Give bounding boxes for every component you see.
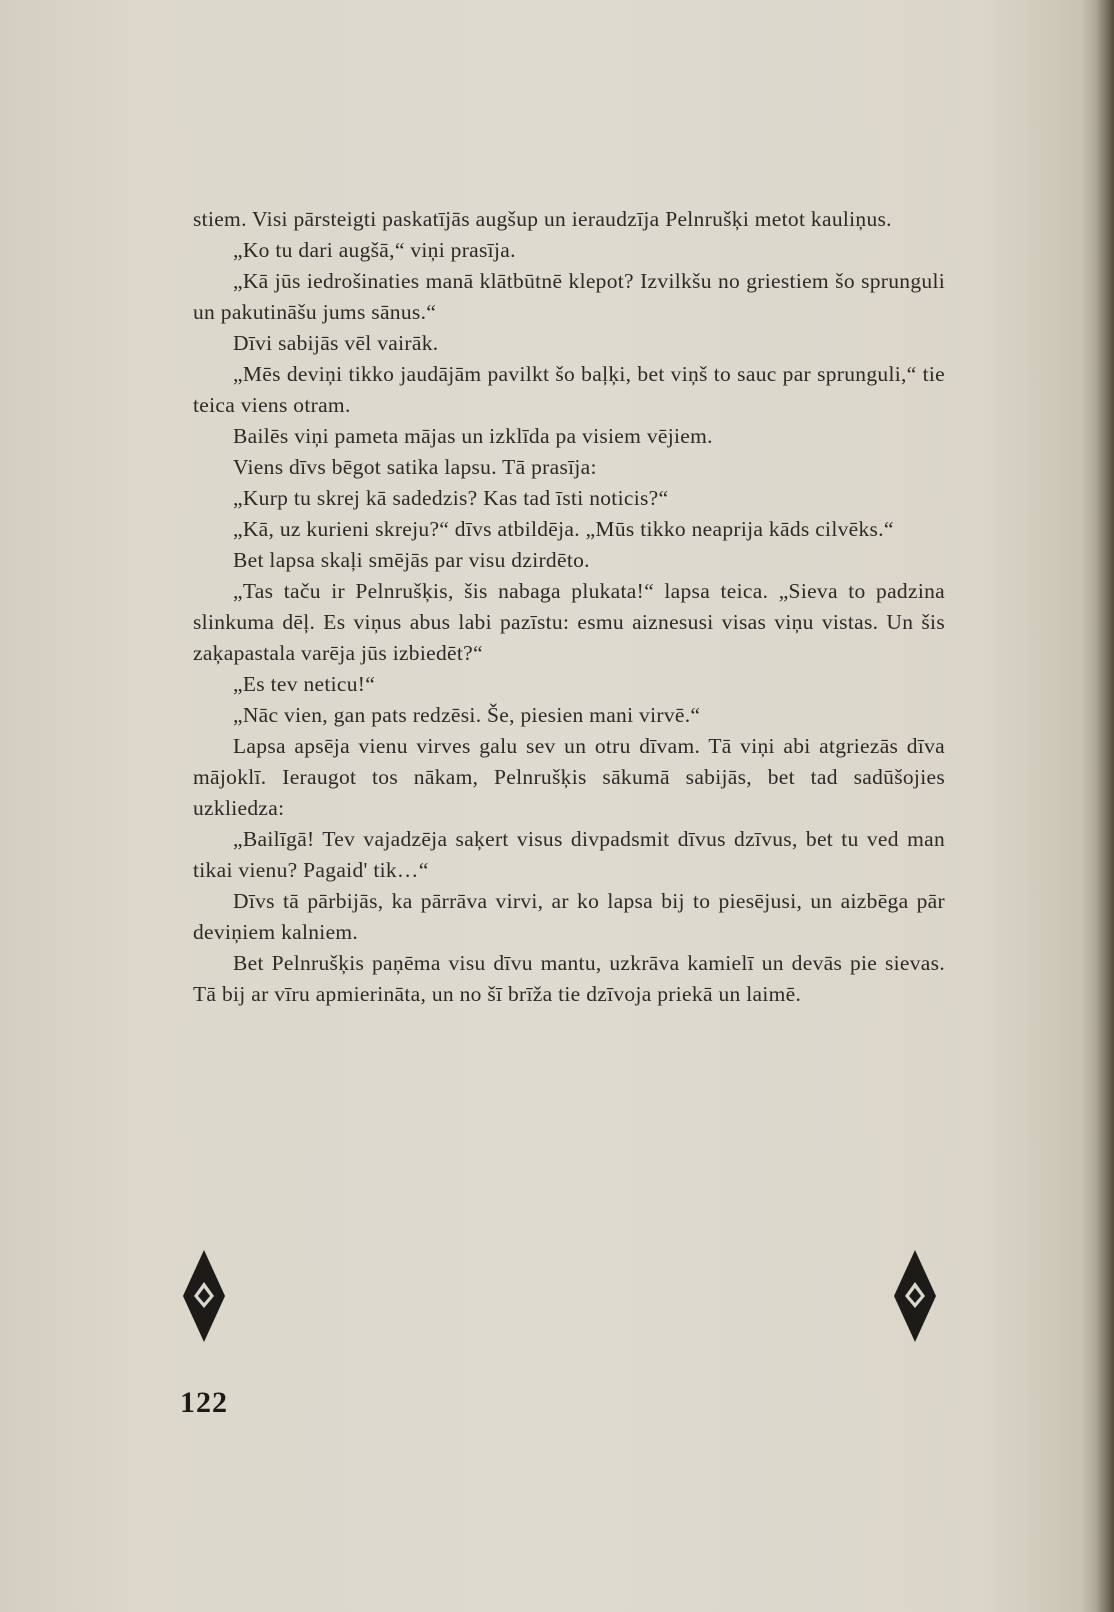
paragraph: Lapsa apsēja vienu virves galu sev un otru dīvam. Tā viņi abi atgriezās dīva mājoklī. Ieraugot tos nākam, Pelnrušķis sākumā sabijās, bet tad sadūšojies uzkliedza:	[193, 734, 945, 820]
paragraph: Bailēs viņi pameta mājas un izklīda pa visiem vējiem.	[233, 424, 713, 448]
paragraph: „Mēs deviņi tikko jaudājām pavilkt šo baļķi, bet viņš to sauc par sprunguli,“ tie teica viens otram.	[193, 362, 945, 417]
paragraph: „Bailīgā! Tev vajadzēja saķert visus divpadsmit dīvus dzīvus, bet tu ved man tikai vienu? Pagaid' tik…“	[193, 827, 945, 882]
paragraph: „Kā jūs iedrošinaties manā klātbūtnē klepot? Izvilkšu no griestiem šo sprunguli un pakutināšu jums sānus.“	[193, 269, 945, 324]
paragraph: Bet Pelnrušķis paņēma visu dīvu mantu, uzkrāva kamielī un devās pie sievas. Tā bij ar vīru apmierināta, un no šī brīža tie dzīvoja priekā un laimē.	[193, 951, 945, 1006]
paragraph: stiem. Visi pārsteigti paskatījās augšup un ieraudzīja Pelnrušķi metot kauliņus.	[193, 207, 892, 231]
paragraph: Dīvs tā pārbijās, ka pārrāva virvi, ar ko lapsa bij to piesējusi, un aizbēga pār deviņiem kalniem.	[193, 889, 945, 944]
diamond-ornament-icon	[181, 1248, 227, 1344]
page-edge-shadow	[1096, 0, 1114, 1612]
story-text	[193, 204, 945, 1010]
paragraph: „Kurp tu skrej kā sadedzis? Kas tad īsti noticis?“	[233, 486, 669, 510]
paragraph: „Kā, uz kurieni skreju?“ dīvs atbildēja. „Mūs tikko neaprija kāds cilvēks.“	[233, 517, 894, 541]
paragraph: „Es tev neticu!“	[233, 672, 376, 696]
paragraph: Dīvi sabijās vēl vairāk.	[233, 331, 439, 355]
paragraph: Viens dīvs bēgot satika lapsu. Tā prasīja:	[233, 455, 597, 479]
paragraph: Bet lapsa skaļi smējās par visu dzirdēto.	[233, 548, 590, 572]
page-number: 122	[180, 1386, 228, 1419]
paragraph: „Nāc vien, gan pats redzēsi. Še, piesien mani virvē.“	[233, 703, 701, 727]
paragraph: „Ko tu dari augšā,“ viņi prasīja.	[233, 238, 516, 262]
diamond-ornament-icon	[892, 1248, 938, 1344]
paragraph: „Tas taču ir Pelnrušķis, šis nabaga plukata!“ lapsa teica. „Sieva to padzina slinkuma dēļ. Es viņus abus labi pazīstu: esmu aiznesusi visas viņu vistas. Un šis zaķapastala varēja jūs izbiedēt?“	[193, 579, 945, 665]
